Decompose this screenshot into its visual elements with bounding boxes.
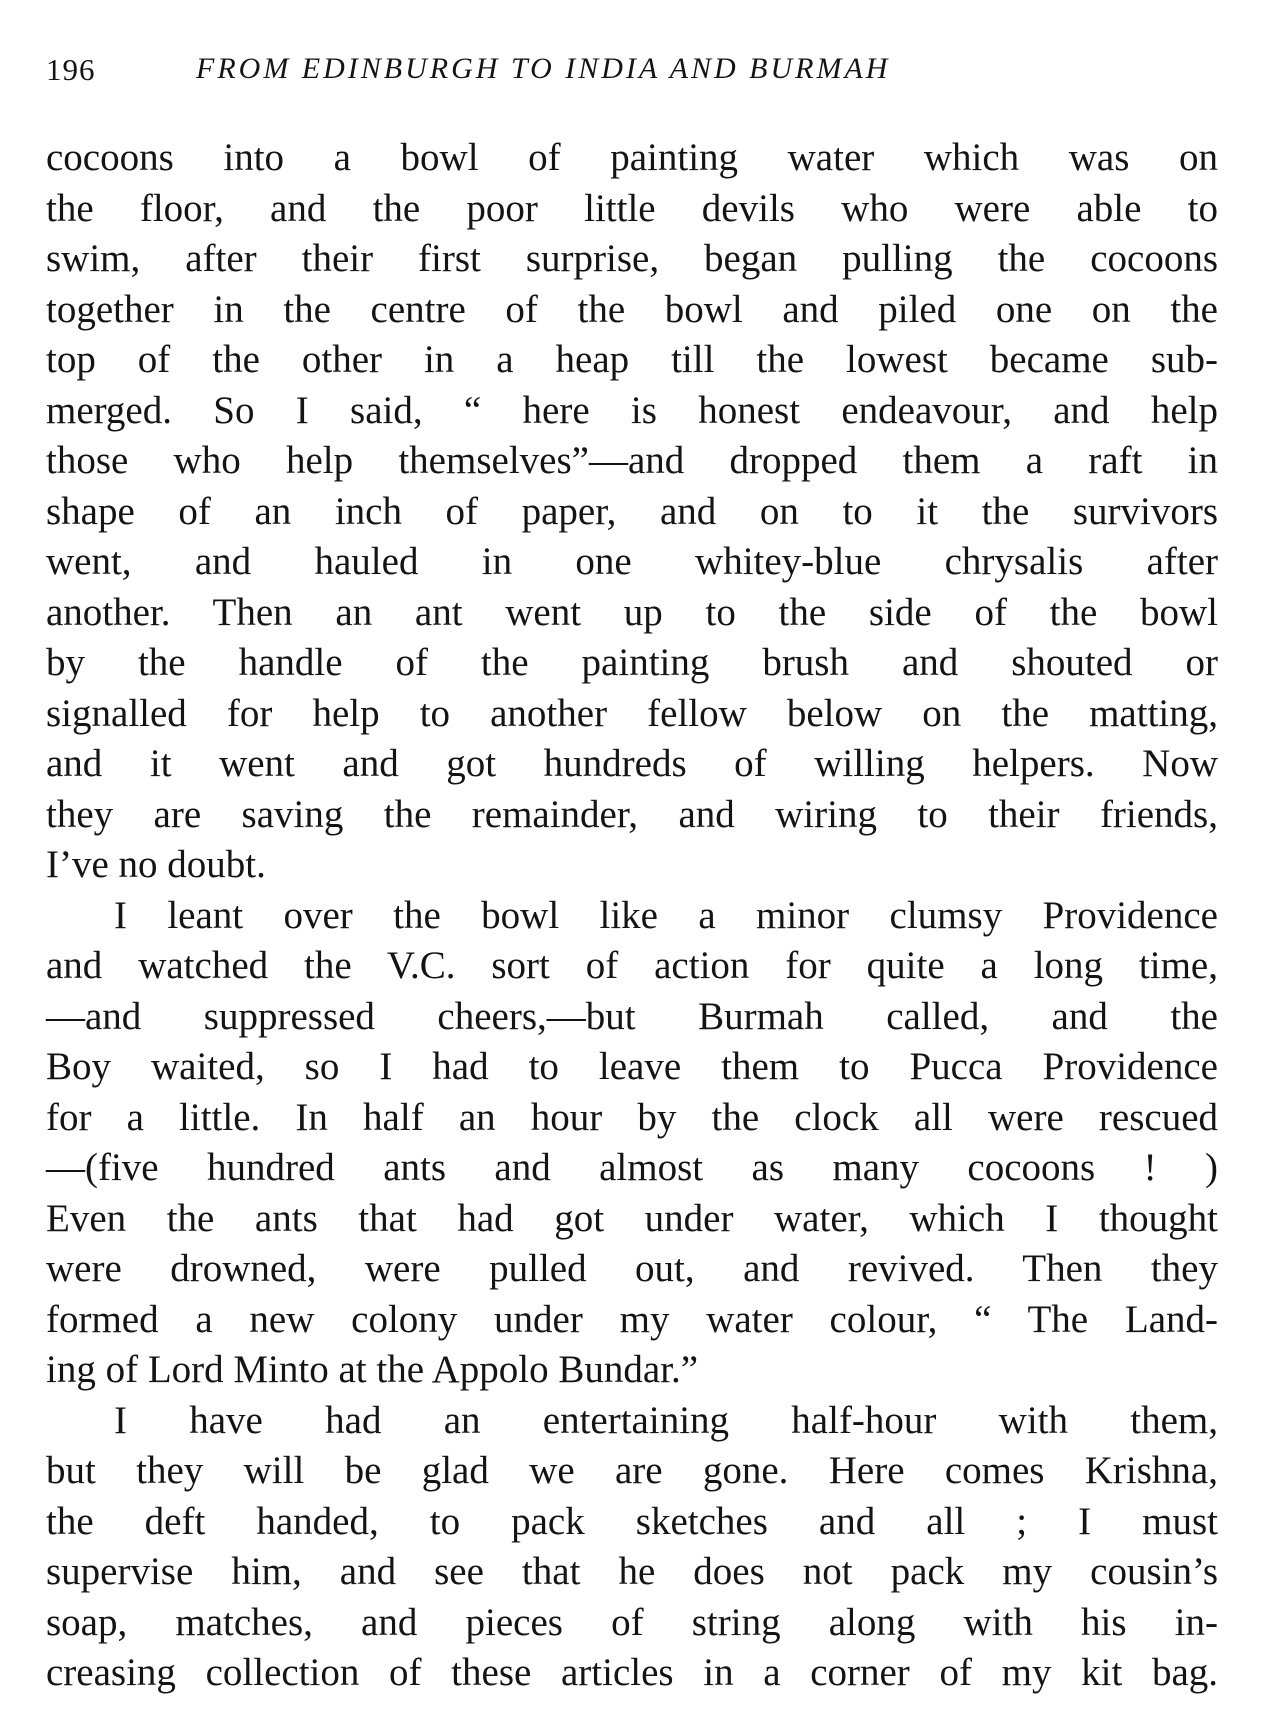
text-line: ing of Lord Minto at the Appolo Bundar.” [46, 1348, 699, 1391]
text-line: formed a new colony under my water colour, “ The Land- [46, 1297, 1218, 1341]
text-line: Boy waited, so I had to leave them to Pucca Providence [46, 1045, 1218, 1088]
text-line: supervise him, and see that he does not pack my cousin’s [46, 1550, 1218, 1593]
text-line: Even the ants that had got under water, which I thought [46, 1196, 1218, 1240]
text-line: were drowned, were pulled out, and revived. Then they [46, 1247, 1218, 1290]
text-line: creasing collection of these articles in a corner of my kit bag. [46, 1651, 1218, 1694]
text-line: but they will be glad we are gone. Here comes Krishna, [46, 1449, 1218, 1492]
paragraph-3 [46, 1396, 1218, 1699]
text-line: cocoons into a bowl of painting water which was on [46, 136, 1218, 179]
text-line: those who help themselves”—and dropped them a raft in [46, 439, 1218, 482]
text-line: —and suppressed cheers,—but Burmah called, and the [46, 994, 1218, 1038]
text-line: together in the centre of the bowl and piled one on the [46, 287, 1218, 331]
text-line: top of the other in a heap till the lowest became sub- [46, 338, 1218, 381]
text-line: went, and hauled in one whitey-blue chrysalis after [46, 540, 1218, 583]
running-title: FROM EDINBURGH TO INDIA AND BURMAH [196, 52, 891, 85]
text-line: another. Then an ant went up to the side of the bowl [46, 590, 1218, 634]
running-header [46, 52, 1206, 92]
text-line: signalled for help to another fellow below on the matting, [46, 691, 1218, 735]
text-line: and watched the V.C. sort of action for quite a long time, [46, 944, 1218, 987]
text-line: swim, after their first surprise, began pulling the cocoons [46, 237, 1218, 280]
text-line: I’ve no doubt. [46, 843, 266, 886]
text-line: the floor, and the poor little devils who were able to [46, 186, 1218, 230]
paragraph-1 [46, 133, 1218, 891]
page-number: 196 [46, 52, 96, 87]
text-line: I leant over the bowl like a minor clumsy Providence [114, 893, 1218, 937]
paragraph-2 [46, 891, 1218, 1396]
text-line: I have had an entertaining half-hour with them, [114, 1398, 1218, 1442]
text-line: —(five hundred ants and almost as many cocoons ! ) [46, 1146, 1218, 1189]
text-line: by the handle of the painting brush and shouted or [46, 641, 1218, 684]
text-line: merged. So I said, “ here is honest endeavour, and help [46, 388, 1218, 432]
text-line: they are saving the remainder, and wiring to their friends, [46, 792, 1218, 836]
text-line: shape of an inch of paper, and on to it the survivors [46, 489, 1218, 533]
text-line: the deft handed, to pack sketches and all ; I must [46, 1499, 1218, 1543]
body-text [46, 133, 1218, 1699]
text-line: soap, matches, and pieces of string along with his in- [46, 1600, 1218, 1644]
text-line: and it went and got hundreds of willing helpers. Now [46, 742, 1218, 785]
text-line: for a little. In half an hour by the clock all were rescued [46, 1095, 1218, 1139]
